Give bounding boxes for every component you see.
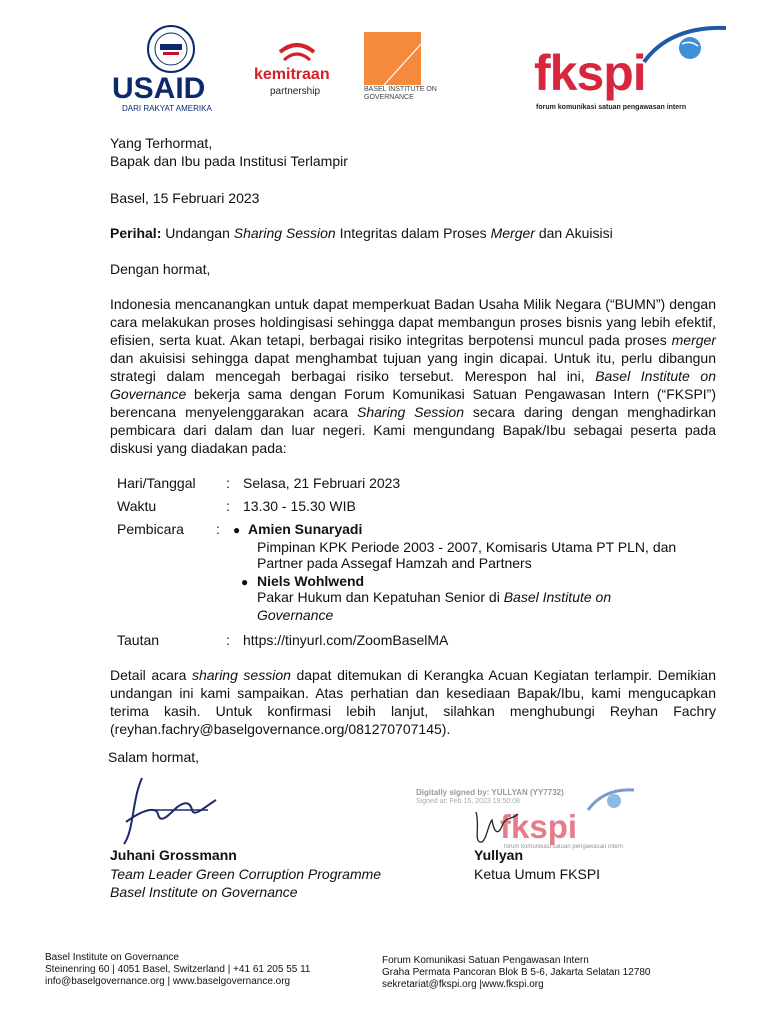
kemitraan-logo: kemitraan	[254, 66, 330, 83]
footer-right-line1: Forum Komunikasi Satuan Pengawasan Intern	[382, 955, 589, 966]
bullet-icon: ●	[241, 575, 249, 589]
left-signatory-name: Juhani Grossmann	[110, 847, 237, 863]
recipient-line2: Bapak dan Ibu pada Institusi Terlampir	[110, 153, 348, 169]
event-date-value: Selasa, 21 Februari 2023	[243, 475, 401, 491]
speaker2-name: Niels Wohlwend	[257, 573, 365, 589]
kemitraan-tagline: partnership	[270, 86, 321, 97]
fkspi-tagline: forum komunikasi satuan pengawasan intern	[536, 104, 687, 111]
colon: :	[226, 475, 230, 491]
salutation: Dengan hormat,	[110, 261, 211, 277]
colon: :	[216, 521, 220, 537]
fkspi-watermark-swoosh-icon	[586, 786, 636, 820]
usaid-seal-icon	[146, 24, 196, 74]
footer-right-line2: Graha Permata Pancoran Blok B 5-6, Jakarta Selatan 12780	[382, 967, 651, 978]
speaker1-desc1: Pimpinan KPK Periode 2003 - 2007, Komisaris Utama PT PLN, dan	[257, 539, 677, 555]
digital-signature-line1: Digitally signed by: YULLYAN (YY7732)	[416, 788, 564, 797]
left-signatory-title1: Team Leader Green Corruption Programme	[110, 866, 382, 882]
subject-label: Perihal:	[110, 225, 162, 241]
subject-line: Perihal: Undangan Sharing Session Integritas dalam Proses Merger dan Akuisisi	[110, 225, 613, 241]
usaid-tagline: DARI RAKYAT AMERIKA	[122, 104, 212, 113]
event-time-label: Waktu	[117, 498, 157, 514]
fkspi-watermark: fkspi	[500, 808, 578, 845]
bullet-icon: ●	[233, 523, 241, 537]
body-paragraph: Indonesia mencanangkan untuk dapat memperkuat Badan Usaha Milik Negara (“BUMN”) dengan cara melakukan proses holdingisasi sehingga dapat membangun proses bisnis yang lebih efektif, efisien, serta kuat. Akan tetapi, berbagai risiko integritas berpotensi muncul pada proses merger dan akuisisi sehingga dapat menghambat tujuan yang ingin dicapai. Untuk itu, perlu dibangun strategi dalam mencegah berbagai risiko tersebut. Merespon hal ini, Basel Institute on Governance bekerja sama dengan Forum Komunikasi Satuan Pengawasan Intern (“FKSPI”) berencana menyelenggarakan acara Sharing Session secara daring dengan menghadirkan pembicara dari dalam dan luar negeri. Kami mengundang Bapak/Ibu sebagai peserta pada diskusi yang diadakan pada:	[110, 296, 717, 456]
colon: :	[226, 498, 230, 514]
speaker1-name: Amien Sunaryadi	[248, 521, 363, 537]
usaid-logo: USAID	[112, 72, 206, 105]
left-signatory-title2: Basel Institute on Governance	[110, 884, 298, 900]
footer-left-line2: Steinenring 60 | 4051 Basel, Switzerland | +41 61 205 55 11	[45, 964, 311, 975]
basel-mark-icon	[364, 32, 421, 85]
right-signatory-title: Ketua Umum FKSPI	[474, 866, 601, 882]
regards: Salam hormat,	[108, 749, 200, 765]
event-date-label: Hari/Tanggal	[117, 475, 196, 491]
footer-right-line3: sekretariat@fkspi.org |www.fkspi.org	[382, 979, 544, 990]
footer-left-line1: Basel Institute on Governance	[45, 952, 179, 963]
speaker2-desc2: Governance	[257, 607, 334, 623]
basel-logo	[364, 32, 421, 85]
event-time-value: 13.30 - 15.30 WIB	[243, 498, 356, 514]
fkspi-watermark-tagline: forum komunikasi satuan pengawasan intern	[504, 844, 624, 850]
recipient-line1: Yang Terhormat,	[110, 135, 213, 151]
event-link-label: Tautan	[117, 632, 160, 648]
event-speakers-label: Pembicara	[117, 521, 184, 537]
event-zoom-link[interactable]: https://tinyurl.com/ZoomBaselMA	[243, 632, 449, 648]
basel-tagline: BASEL INSTITUTE ON GOVERNANCE	[364, 86, 437, 101]
colon: :	[226, 632, 230, 648]
fkspi-swoosh-icon	[640, 22, 728, 82]
kemitraan-mark-icon	[276, 40, 318, 66]
footer-left-line3: info@baselgovernance.org | www.baselgovernance.org	[45, 976, 291, 987]
date-line: Basel, 15 Februari 2023	[110, 190, 260, 206]
fkspi-logo: fkspi	[534, 45, 646, 101]
right-signatory-name: Yullyan	[474, 847, 524, 863]
speaker2-desc: Pakar Hukum dan Kepatuhan Senior di Basel Institute on	[257, 589, 612, 605]
signature-yullyan-icon	[470, 806, 522, 846]
signature-grossmann-icon	[112, 770, 222, 850]
closing-paragraph: Detail acara sharing session dapat ditemukan di Kerangka Acuan Kegiatan terlampir. Demikian undangan ini kami sampaikan. Atas perhatian dan kesediaan Bapak/Ibu, kami mengucapkan terima kasih. Untuk konfirmasi lebih lanjut, silahkan menghubungi Reyhan Fachry (reyhan.fachry@baselgovernance.org/081270707145).	[110, 667, 717, 737]
digital-signature-line2: Signed at: Feb 15, 2023 19:50:08	[416, 798, 520, 805]
speaker1-desc2: Partner pada Assegaf Hamzah and Partners	[257, 555, 532, 571]
